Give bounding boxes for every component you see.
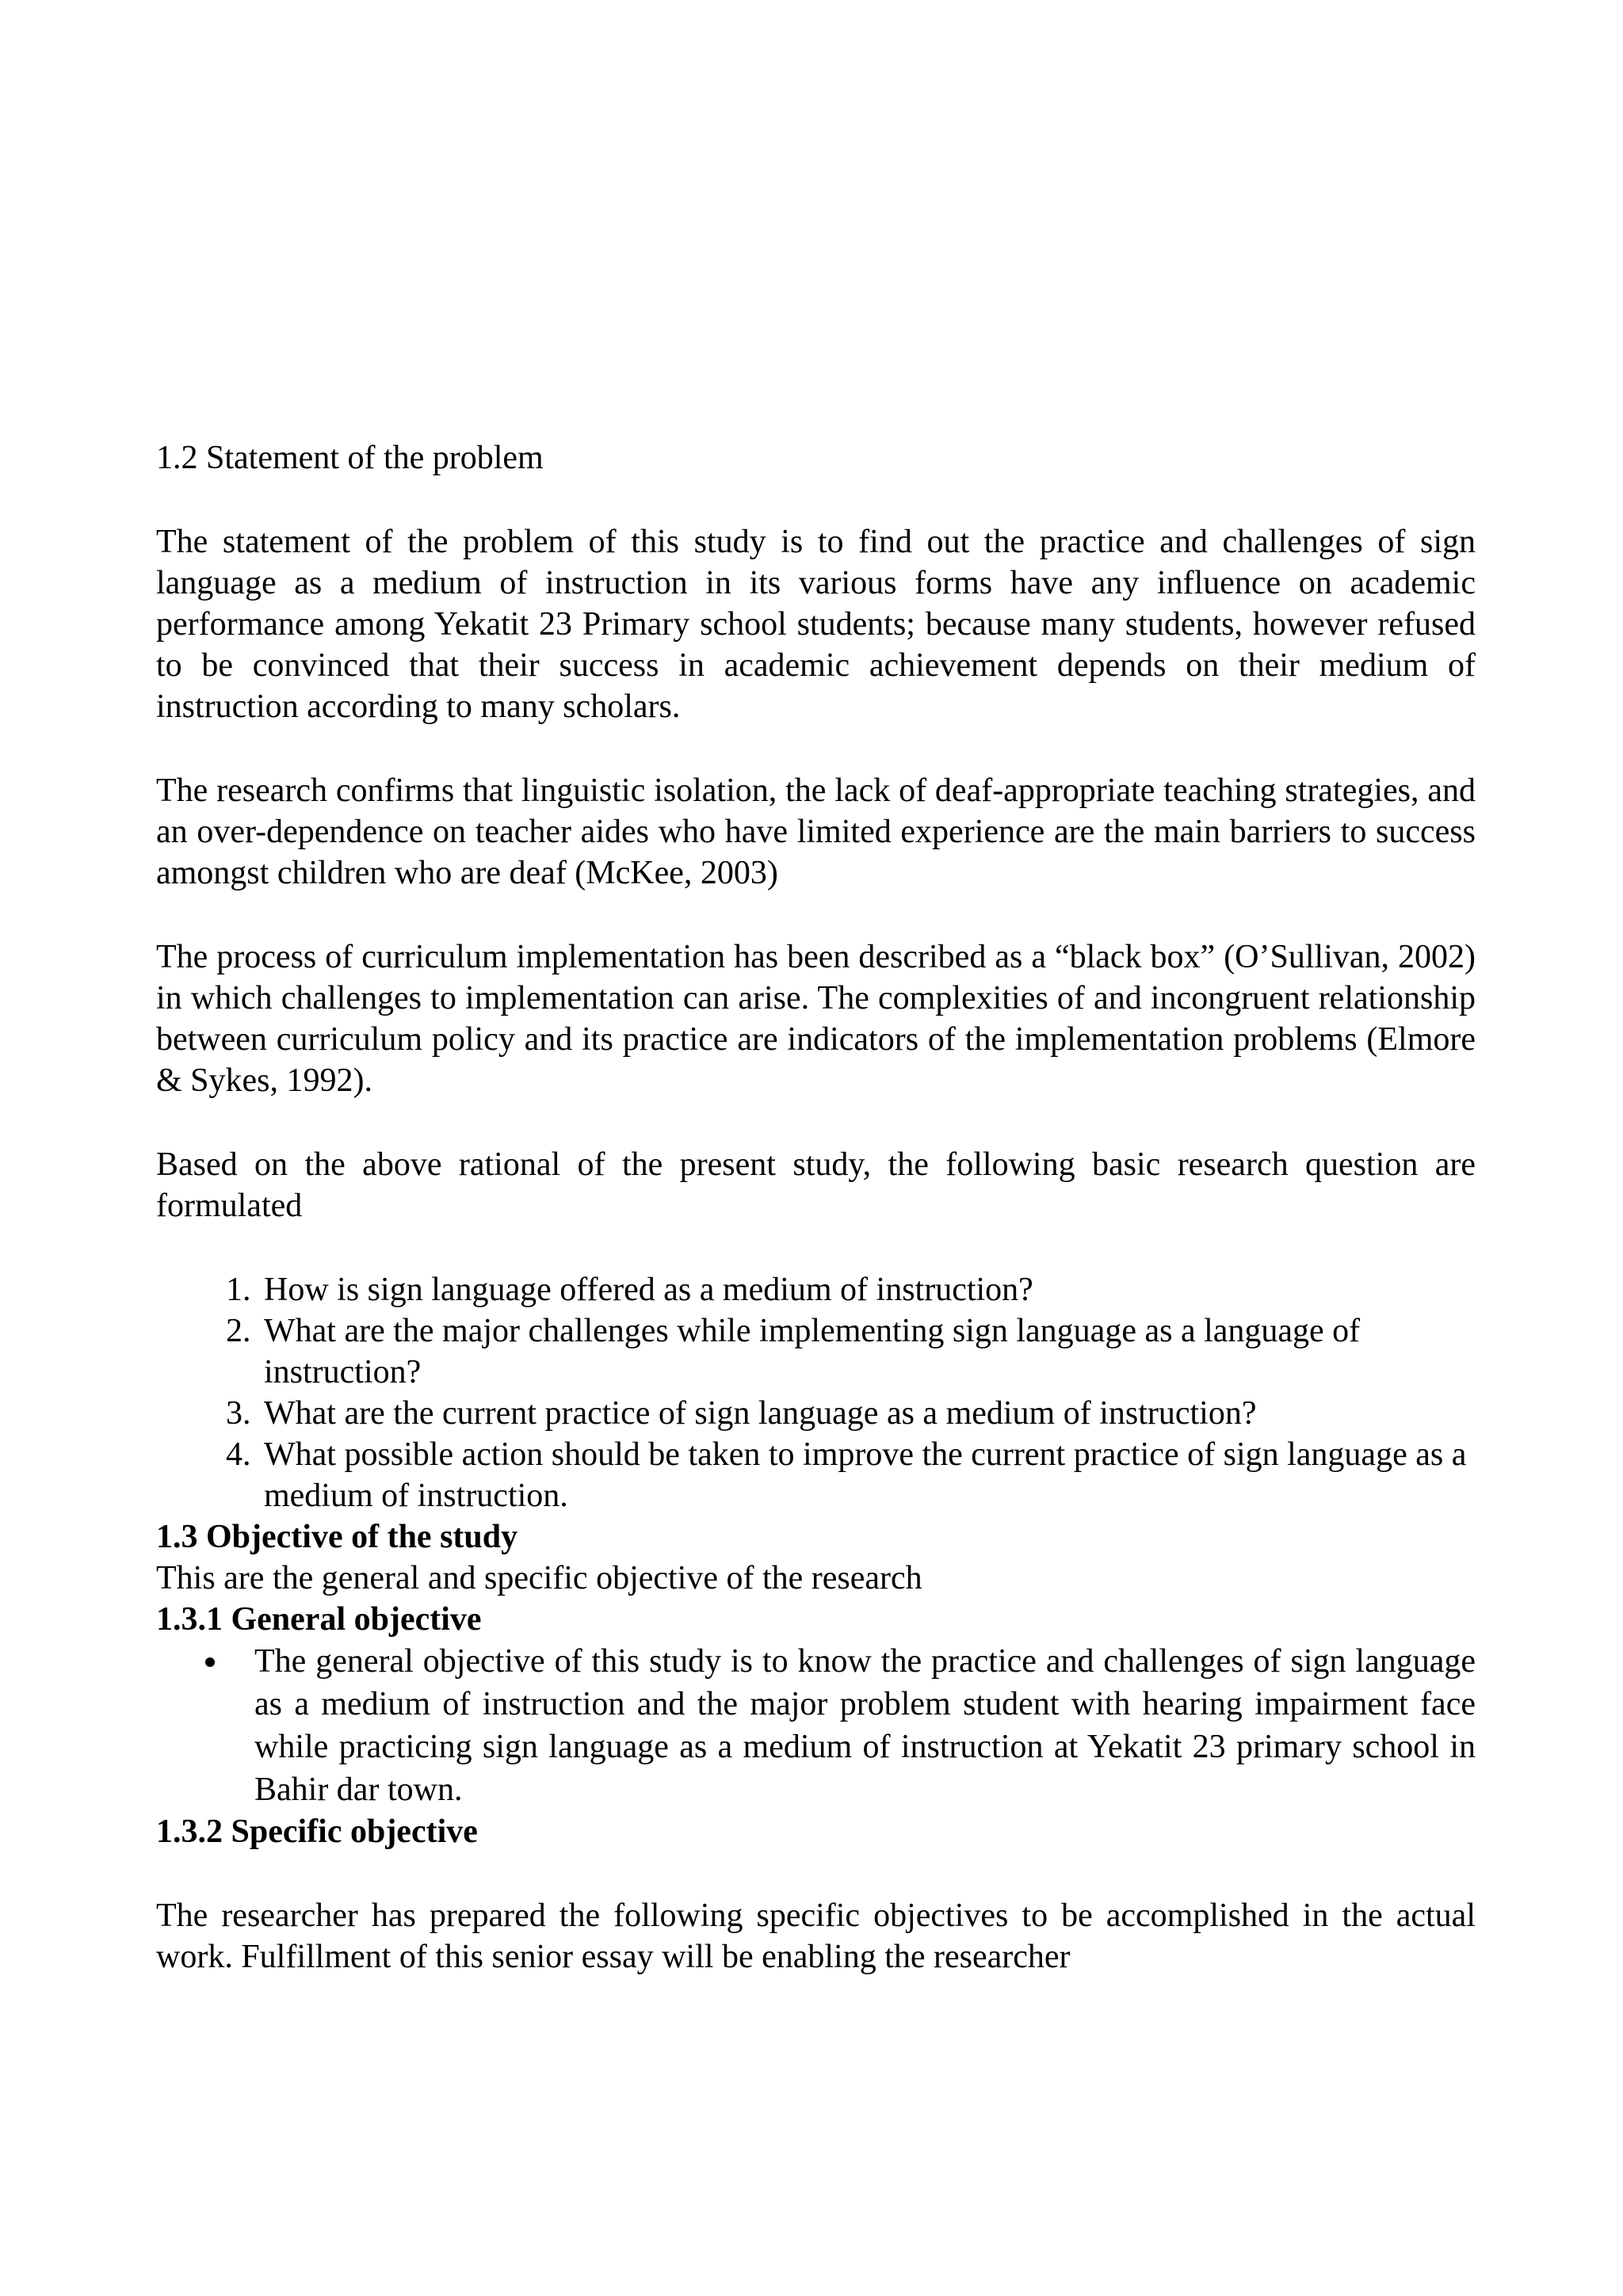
section-heading-objective-of-study: 1.3 Objective of the study (156, 1519, 518, 1555)
list-item-text: The general objective of this study is to know the practice and challenges of sign language as a medium of instruction and the major problem student with hearing impairment face while practicing sign language as a medium of instruction at Yekatit 23 primary school in Bahir dar town. (254, 1643, 1501, 1808)
research-questions-list (156, 1269, 1476, 1516)
list-item (156, 1269, 1389, 1310)
list-item-text: What are the current practice of sign language as a medium of instruction? (264, 1395, 1257, 1432)
bullet-icon (205, 1657, 215, 1667)
general-objective-list (156, 1640, 1501, 1811)
document-page (156, 437, 1501, 1978)
list-item (156, 1393, 1318, 1434)
list-item (156, 1310, 1365, 1393)
list-item-text: What possible action should be taken to improve the current practice of sign language as a medium of instruction. (264, 1436, 1467, 1514)
list-item-text: How is sign language offered as a medium of instruction? (264, 1272, 1033, 1308)
section-heading-specific-objective: 1.3.2 Specific objective (156, 1814, 478, 1850)
paragraph-research-confirms: The research confirms that linguistic isolation, the lack of deaf-appropriate teaching strategies, and an over-dependence on teacher aides who have limited experience are the main barriers to success amongst children who are deaf (McKee, 2003) (156, 772, 1476, 891)
paragraph-objective-intro: This are the general and specific objective of the research (156, 1560, 922, 1596)
list-item-number: 1. (226, 1272, 251, 1308)
list-item (156, 1434, 1500, 1516)
paragraph-curriculum-implementation: The process of curriculum implementation has been described as a “black box” (O’Sullivan, 2002) in which challenges to implementation can arise. The complexities of and incongruent relationship between curriculum policy and its practice are indicators of the implementation problems (Elmore & Sykes, 1992). (156, 939, 1476, 1099)
list-item (156, 1640, 1501, 1811)
list-item-number: 4. (226, 1436, 251, 1473)
list-item-number: 3. (226, 1395, 251, 1432)
list-item-text: What are the major challenges while implementing sign language as a language of instruction? (264, 1313, 1361, 1390)
list-item-number: 2. (226, 1313, 251, 1349)
section-heading-statement-of-problem: 1.2 Statement of the problem (156, 440, 544, 476)
section-heading-general-objective: 1.3.1 General objective (156, 1601, 482, 1638)
paragraph-specific-objective: The researcher has prepared the following specific objectives to be accomplished in the actual work. Fulfillment of this senior essay will be enabling the researcher (156, 1897, 1476, 1975)
paragraph-problem-statement: The statement of the problem of this study is to find out the practice and challenges of sign language as a medium of instruction in its various forms have any influence on academic performance among Yekatit 23 Primary school students; because many students, however refused to be convinced that their success in academic achievement depends on their medium of instruction according to many scholars. (156, 524, 1476, 725)
paragraph-research-questions-intro: Based on the above rational of the present study, the following basic research question are formulated (156, 1146, 1476, 1224)
